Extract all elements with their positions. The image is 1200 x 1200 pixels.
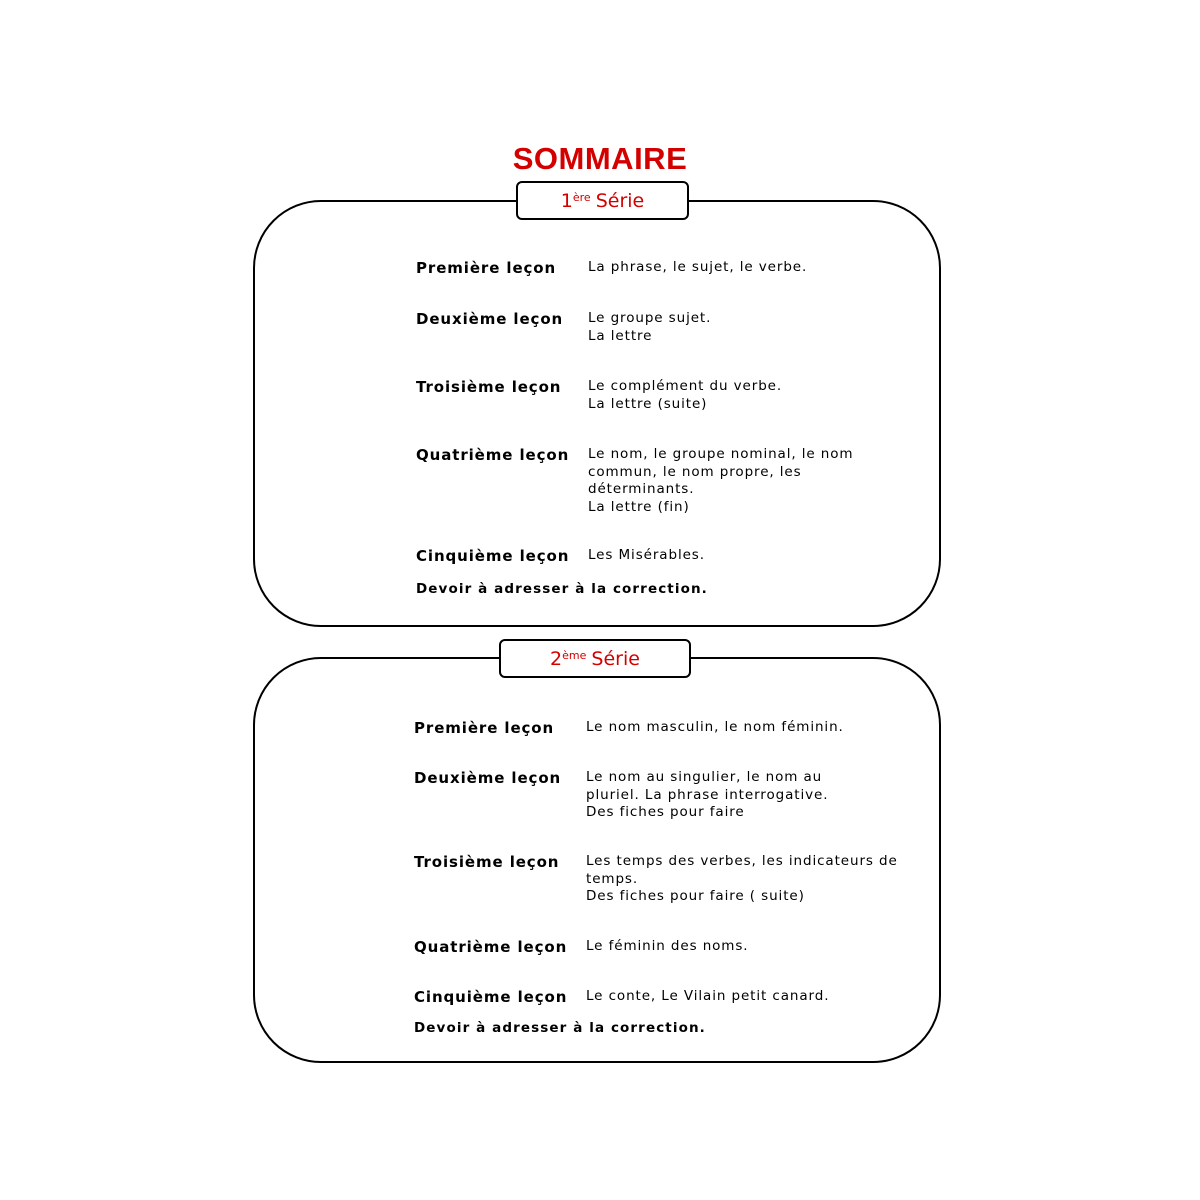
lesson-desc-line: déterminants. xyxy=(588,481,695,497)
lesson-name: Cinquième leçon xyxy=(416,547,570,565)
lesson-desc xyxy=(586,938,906,956)
series-1-lesson-5 xyxy=(416,547,908,565)
lesson-desc-line: Le complément du verbe. xyxy=(588,378,783,394)
series-2-lesson-1 xyxy=(414,719,906,737)
series-1-lesson-4 xyxy=(416,446,908,516)
lesson-desc-line: commun, le nom propre, les xyxy=(588,463,802,480)
series-1-suffix: ère xyxy=(572,191,591,204)
lesson-name: Quatrième leçon xyxy=(416,446,570,464)
lesson-desc-line: La lettre (fin) xyxy=(588,498,690,515)
lesson-name: Première leçon xyxy=(414,719,555,737)
lesson-desc xyxy=(588,310,908,345)
lesson-desc-line: Les Misérables. xyxy=(588,547,705,563)
lesson-name: Cinquième leçon xyxy=(414,988,568,1006)
lesson-desc-line: Le nom au singulier, le nom au xyxy=(586,769,823,785)
lesson-name: Troisième leçon xyxy=(414,853,560,871)
lesson-desc-line: Les temps des verbes, les indicateurs de xyxy=(586,853,898,869)
series-1-label: Série xyxy=(595,189,645,212)
lesson-desc-line: La lettre (suite) xyxy=(588,395,708,412)
lesson-name: Troisième leçon xyxy=(416,378,562,396)
lesson-desc-line: Le conte, Le Vilain petit canard. xyxy=(586,988,830,1004)
page-title: SOMMAIRE xyxy=(512,141,688,176)
series-2-tag xyxy=(499,639,691,678)
series-1-lesson-2 xyxy=(416,310,908,345)
series-2-lesson-4 xyxy=(414,938,906,956)
lesson-desc-line: La phrase, le sujet, le verbe. xyxy=(588,259,808,275)
series-2-lesson-2 xyxy=(414,769,906,822)
lesson-desc-line: Des fiches pour faire xyxy=(586,804,745,820)
series-2-lesson-5 xyxy=(414,988,906,1006)
series-2-lesson-3 xyxy=(414,853,906,906)
lesson-desc xyxy=(586,988,906,1006)
lesson-desc-line: temps. xyxy=(586,870,639,887)
lesson-desc-line: Des fiches pour faire ( suite) xyxy=(586,888,805,904)
series-1-tag xyxy=(516,181,689,220)
series-1-devoir: Devoir à adresser à la correction. xyxy=(416,581,708,597)
series-2-suffix: ème xyxy=(562,649,587,662)
lesson-desc xyxy=(586,853,906,906)
series-1-number: 1 xyxy=(560,189,573,212)
lesson-desc xyxy=(586,769,906,822)
series-2-number: 2 xyxy=(550,647,563,670)
lesson-desc xyxy=(588,378,908,413)
lesson-name: Deuxième leçon xyxy=(414,769,562,787)
lesson-desc xyxy=(588,547,908,565)
lesson-name: Première leçon xyxy=(416,259,557,277)
series-1-lesson-1 xyxy=(416,259,908,277)
lesson-name: Quatrième leçon xyxy=(414,938,568,956)
lesson-desc xyxy=(588,259,908,277)
series-2-devoir: Devoir à adresser à la correction. xyxy=(414,1020,706,1036)
series-2-label: Série xyxy=(591,647,640,670)
lesson-desc xyxy=(586,719,906,737)
lesson-desc-line: Le nom, le groupe nominal, le nom xyxy=(588,446,854,462)
lesson-desc-line: La lettre xyxy=(588,327,653,344)
lesson-desc-line: Le féminin des noms. xyxy=(586,938,749,954)
lesson-desc-line: Le groupe sujet. xyxy=(588,310,712,326)
lesson-desc-line: Le nom masculin, le nom féminin. xyxy=(586,719,844,735)
lesson-desc-line: pluriel. La phrase interrogative. xyxy=(586,786,829,803)
series-1-lesson-3 xyxy=(416,378,908,413)
lesson-desc xyxy=(588,446,908,516)
lesson-name: Deuxième leçon xyxy=(416,310,564,328)
